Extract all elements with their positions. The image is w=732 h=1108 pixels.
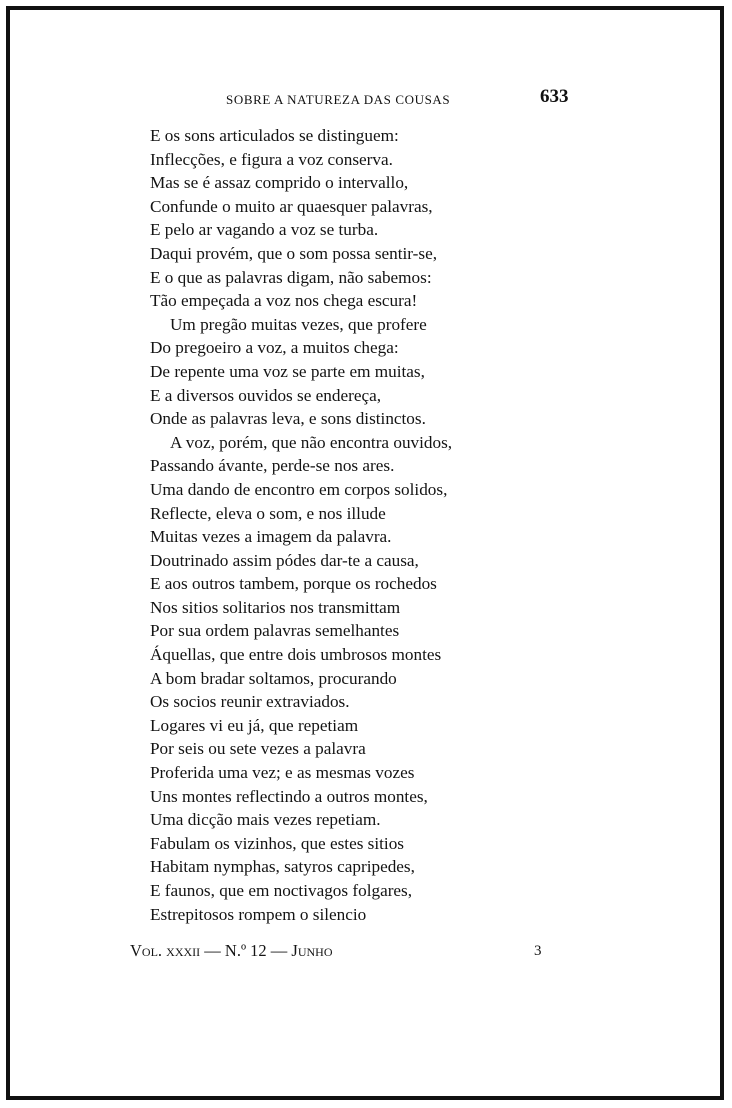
- verse-line: Mas se é assaz comprido o intervallo,: [150, 173, 409, 193]
- verse-line: Daqui provém, que o som possa sentir-se,: [150, 243, 438, 263]
- poem-verses: [150, 124, 530, 926]
- verse-line: E faunos, que em noctivagos folgares,: [150, 881, 413, 900]
- verse-line: A bom bradar soltamos, procurando: [150, 668, 397, 688]
- verse-line: A voz, porém, que não encontra ouvidos,: [170, 432, 453, 452]
- verse-line: E aos outros tambem, porque os rochedos: [150, 574, 437, 594]
- issue-line: Vol. xxxii — N.º 12 — Junho: [130, 941, 333, 960]
- running-title: SOBRE A NATUREZA DAS COUSAS: [226, 92, 451, 107]
- verse-line: E os sons articulados se distinguem:: [150, 126, 399, 145]
- verse-line: Tão empeçada a voz nos chega escura!: [150, 291, 418, 311]
- verse-line: Logares vi eu já, que repetiam: [150, 715, 359, 735]
- verse-line: Fabulam os vizinhos, que estes sitios: [150, 833, 404, 853]
- verse-line: Proferida uma vez; e as mesmas vozes: [150, 763, 415, 783]
- verse-line: Uma dicção mais vezes repetiam.: [150, 810, 381, 830]
- verse-line: De repente uma voz se parte em muitas,: [150, 361, 425, 381]
- verse-line: Os socios reunir extraviados.: [150, 692, 350, 712]
- verse-line: Um pregão muitas vezes, que profere: [170, 314, 427, 334]
- verse-line: Por seis ou sete vezes a palavra: [150, 739, 366, 759]
- verse-line: Passando ávante, perde-se nos ares.: [150, 456, 395, 476]
- verse-line: Muitas vezes a imagem da palavra.: [150, 527, 392, 547]
- verse-line: Doutrinado assim pódes dar-te a causa,: [150, 550, 419, 570]
- verse-line: Reflecte, eleva o som, e nos illude: [150, 503, 386, 523]
- verse-line: Por sua ordem palavras semelhantes: [150, 621, 400, 641]
- verse-line: Confunde o muito ar quaesquer palavras,: [150, 196, 433, 216]
- verse-line: Uma dando de encontro em corpos solidos,: [150, 479, 448, 499]
- verse-line: Onde as palavras leva, e sons distinctos.: [150, 409, 426, 429]
- verse-line: Do pregoeiro a voz, a muitos chega:: [150, 338, 399, 358]
- verse-line: Áquellas, que entre dois umbrosos montes: [150, 645, 442, 665]
- verse-line: Inflecções, e figura a voz conserva.: [150, 149, 393, 169]
- signature-mark: 3: [534, 943, 542, 959]
- page-number: 633: [540, 86, 569, 107]
- verse-line: Estrepitosos rompem o silencio: [150, 904, 367, 924]
- verse-line: E o que as palavras digam, não sabemos:: [150, 267, 432, 287]
- verse-line: Habitam nymphas, satyros capripedes,: [150, 857, 415, 877]
- verse-line: E a diversos ouvidos se endereça,: [150, 385, 381, 405]
- verse-line: Nos sitios solitarios nos transmittam: [150, 597, 401, 617]
- verse-line: Uns montes reflectindo a outros montes,: [150, 786, 428, 806]
- verse-line: E pelo ar vagando a voz se turba.: [150, 220, 379, 240]
